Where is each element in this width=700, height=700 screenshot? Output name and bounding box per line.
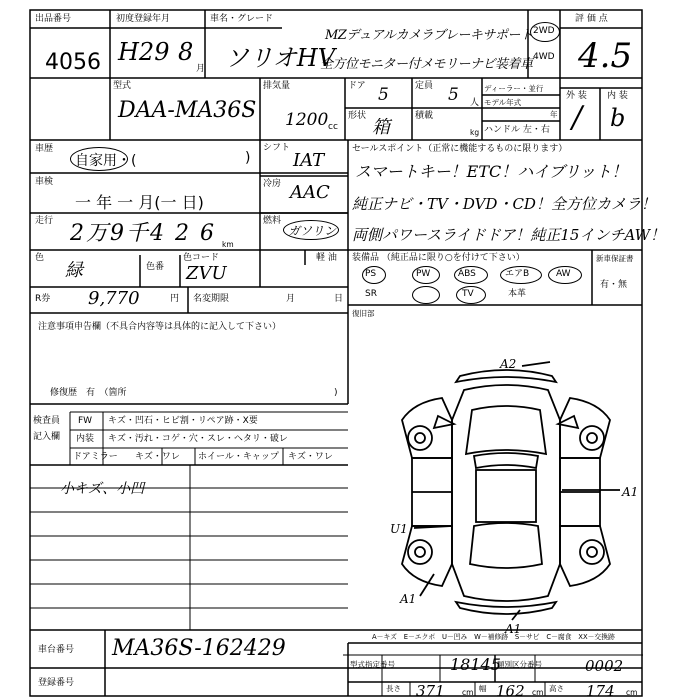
score-label: 評 価 点 [575, 14, 608, 24]
expiry-month: 月 [286, 294, 296, 304]
width-unit: cm [532, 688, 544, 697]
ac-label: 冷房 [263, 179, 282, 189]
height-value: 174 [586, 682, 615, 700]
exterior-grade: / [572, 100, 583, 135]
length-label: 長さ [386, 684, 401, 693]
handle-label: ハンドル 左・右 [484, 125, 550, 135]
color-code-label: 色コード [183, 253, 220, 263]
sales-label: セールスポイント（正常に機能するものに限ります） [352, 144, 568, 154]
mileage-unit: km [222, 240, 234, 249]
equip-ps: PS [365, 269, 377, 279]
equip-nav-circle [412, 286, 440, 304]
recycle-label: R券 [35, 294, 51, 304]
interior-label: 内 装 [607, 91, 628, 101]
load-unit: kg [470, 128, 480, 137]
first-reg-year: H29 [118, 38, 170, 66]
fw-label: FW [78, 416, 93, 426]
color-value: 緑 [65, 260, 83, 281]
length-value: 371 [416, 682, 445, 700]
cc-unit: cc [328, 122, 338, 132]
color-code: ZVU [186, 263, 227, 284]
recycle-unit: 円 [170, 294, 180, 304]
name-grade-label: 車名・グレード [210, 14, 274, 24]
inspector-label: 検査員 [33, 416, 61, 426]
grade-line-2: 全方位モニター付メモリーナビ装着車 [320, 57, 533, 72]
exterior-label: 外 装 [566, 91, 587, 101]
car-name: ソリオHV [225, 44, 336, 72]
restore-label: 復旧部 [352, 309, 375, 318]
doors-value: 5 [378, 85, 389, 105]
displacement-value: 1200 [285, 110, 329, 130]
usage-label: 車歴 [35, 144, 54, 154]
expiry-day: 日 [334, 294, 344, 304]
repair-label: 修復歴 有 （箇所 [50, 388, 127, 398]
interior-check-label: 内装 [76, 434, 95, 444]
drive-2wd: 2WD [533, 26, 555, 36]
inspection-label: 車検 [35, 177, 54, 187]
fuel-label: 燃料 [263, 216, 282, 226]
handwritten-note: 小キズ、小凹 [60, 481, 145, 497]
model-year-unit: 年 [550, 110, 558, 119]
equip-abs: ABS [458, 269, 476, 279]
body-label: 形状 [348, 111, 367, 121]
equip-sr: SR [365, 289, 377, 299]
chassis-label: 車台番号 [38, 645, 75, 655]
dealer-label: ディーラー・並行 [484, 84, 544, 93]
width-label: 幅 [479, 684, 487, 693]
month-unit: 月 [196, 64, 206, 74]
mirror-label: ドアミラー [73, 452, 118, 462]
equip-aw: AW [556, 269, 571, 279]
damage-label-a1-rear: A1 [400, 592, 417, 606]
model-value: DAA-MA36S [118, 98, 257, 123]
capacity-value: 5 [448, 85, 459, 105]
color-label: 色 [35, 253, 45, 263]
equip-pw: PW [416, 269, 431, 279]
car-damage-diagram [372, 358, 642, 630]
entry-label: 記入欄 [33, 432, 61, 442]
usage-value: 自家用・( [75, 153, 137, 169]
recycle-value: 9,770 [88, 288, 140, 309]
first-reg-label: 初度登録年月 [116, 14, 171, 24]
grade-line-1: MZデュアルカメラブレーキサポート [325, 28, 533, 43]
lot-number-label: 出品番号 [35, 14, 72, 24]
displacement-label: 排気量 [263, 81, 291, 91]
reg-label: 登録番号 [38, 678, 75, 688]
mileage-value: 2万9千4 2 6 [70, 221, 216, 246]
light-oil-label: 軽 油 [316, 253, 337, 263]
usage-close: ) [245, 150, 251, 166]
model-label: 型式 [113, 81, 132, 91]
equipment-label: 装備品 （純正品に限り○を付けて下さい） [352, 253, 525, 263]
score-value: 4.5 [578, 36, 633, 76]
interior-check-text: キズ・汚れ・コゲ・穴・スレ・ヘタリ・破レ [108, 434, 288, 444]
first-reg-month: 8 [178, 38, 194, 66]
damage-label-a2: A2 [500, 357, 517, 371]
inspection-value: 一 年 一 月(一 日) [75, 193, 204, 212]
capacity-unit: 人 [470, 98, 480, 108]
height-unit: cm [626, 688, 638, 697]
new-cert-value: 有・無 [600, 280, 628, 290]
equip-airbag: エアB [505, 269, 530, 279]
equip-leather: 本革 [508, 289, 527, 299]
chassis-value: MA36S-162429 [112, 636, 286, 661]
length-unit: cm [462, 688, 474, 697]
load-label: 積載 [415, 111, 434, 121]
repair-close: ) [334, 388, 338, 398]
class-label: 類別区分番号 [497, 660, 542, 669]
fw-text: キズ・凹石・ヒビ割・リペア跡・X要 [108, 416, 258, 426]
width-value: 162 [496, 682, 525, 700]
height-label: 高さ [549, 684, 564, 693]
sales-line-3: 両側パワースライドドア！純正15インチAW！ [352, 226, 666, 244]
class-value: 0002 [585, 657, 624, 675]
wheel-text: キズ・ワレ [288, 452, 333, 462]
wheel-label: ホイール・キャップ [198, 452, 279, 462]
sales-line-2: 純正ナビ・TV・DVD・CD！全方位カメラ！ [352, 195, 656, 213]
capacity-label: 定員 [415, 81, 434, 91]
mirror-text: キズ・ワレ [135, 452, 180, 462]
damage-label-a1-bottom: A1 [505, 622, 522, 636]
caution-label: 注意事項申告欄（不具合内容等は具体的に記入して下さい） [38, 322, 282, 332]
sales-line-1: スマートキー！ETC！ハイブリット！ [355, 162, 628, 181]
shift-value: IAT [293, 150, 325, 171]
equip-tv: TV [462, 289, 474, 299]
color-no-label: 色番 [146, 262, 165, 272]
damage-label-u1: U1 [390, 522, 408, 536]
shift-label: シフト [263, 143, 291, 153]
expiry-label: 名変期限 [193, 294, 230, 304]
drive-4wd: 4WD [533, 52, 555, 62]
lot-number: 4056 [45, 50, 101, 75]
doors-label: ドア [348, 81, 366, 91]
ac-value: AAC [290, 182, 330, 203]
body-value: 箱 [372, 117, 390, 138]
interior-grade: b [610, 104, 626, 132]
weight-label: 型式指定番号 [350, 660, 395, 669]
weight-value: 18145 [450, 655, 501, 674]
model-year-label: モデル年式 [484, 98, 522, 107]
mileage-label: 走行 [35, 216, 54, 226]
damage-label-a1-right: A1 [622, 485, 639, 499]
damage-legend: A－キズ E－エクボ U－凹み W－補修跡 S－サビ C－腐食 XX－交換跡 [372, 633, 615, 641]
new-cert-label: 新車保証書 [596, 254, 634, 263]
fuel-value: ガソリン [288, 224, 337, 238]
